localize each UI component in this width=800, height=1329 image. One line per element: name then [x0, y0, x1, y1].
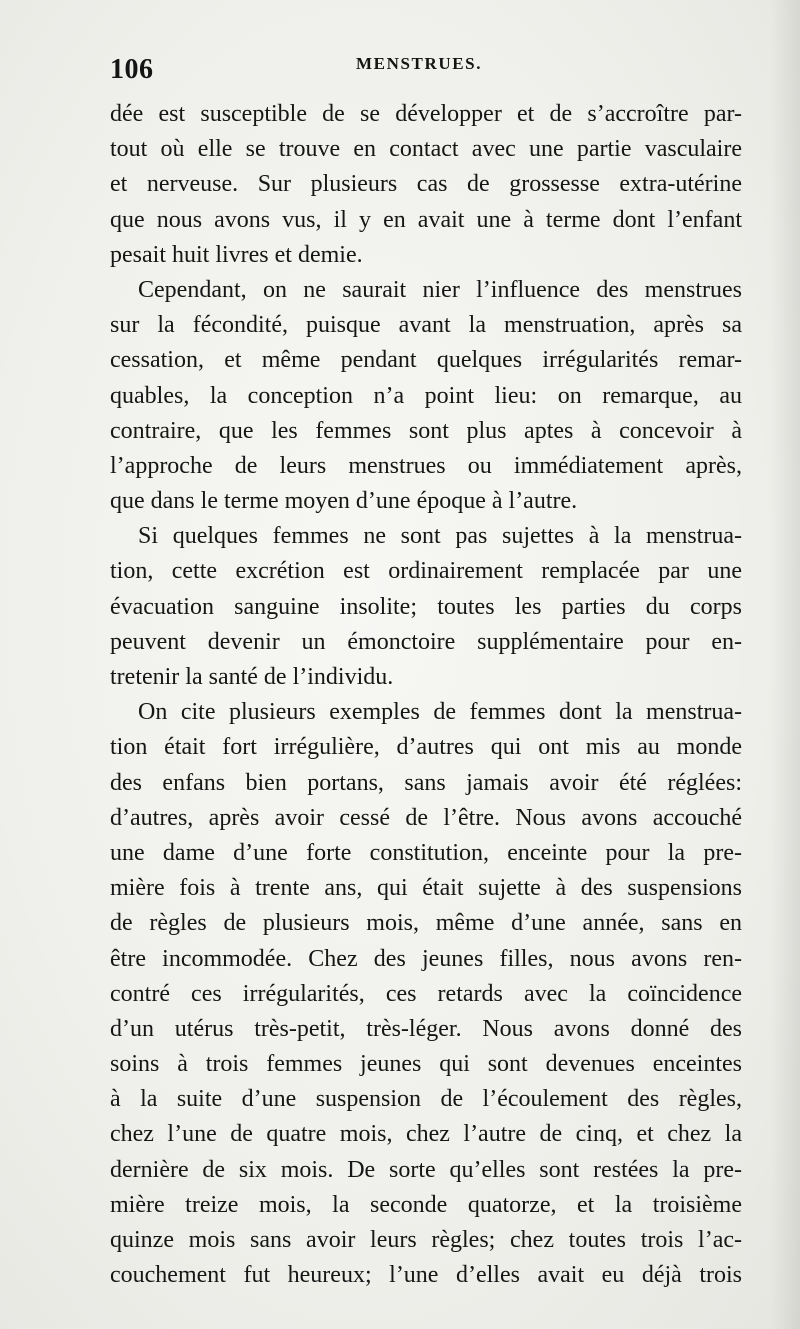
text-line: à la suite d’une suspension de l’écoulement des règles,: [110, 1086, 742, 1113]
text-line: contré ces irrégularités, ces retards avec la coïncidence: [110, 980, 742, 1007]
paragraph-start-line: Cependant, on ne saurait nier l’influence des menstrues: [138, 276, 742, 303]
text-line: des enfans bien portans, sans jamais avoir été réglées:: [110, 769, 742, 796]
text-line: peuvent devenir un émonctoire supplémentaire pour en-: [110, 628, 742, 655]
text-line: couchement fut heureux; l’une d’elles avait eu déjà trois: [110, 1262, 742, 1289]
text-line: de règles de plusieurs mois, même d’une année, sans en: [110, 910, 742, 937]
text-line: d’autres, après avoir cessé de l’être. Nous avons accouché: [110, 804, 742, 831]
text-line: tretenir la santé de l’individu.: [110, 664, 394, 690]
text-line: que nous avons vus, il y en avait une à terme dont l’enfant: [110, 206, 742, 233]
text-line: tion, cette excrétion est ordinairement remplacée par une: [110, 558, 742, 585]
body-text: [110, 97, 742, 1293]
text-line: pesait huit livres et demie.: [110, 241, 363, 268]
paragraph-start-line: On cite plusieurs exemples de femmes dont la menstrua-: [138, 699, 742, 726]
text-line: mière fois à trente ans, qui était sujette à des suspensions: [110, 875, 742, 902]
page-header: [110, 48, 746, 88]
text-line: quinze mois sans avoir leurs règles; chez toutes trois l’ac-: [110, 1227, 742, 1253]
text-line: mière treize mois, la seconde quatorze, et la troisième: [110, 1191, 742, 1218]
text-line: évacuation sanguine insolite; toutes les parties du corps: [110, 593, 742, 620]
text-line: cessation, et même pendant quelques irrégularités remar-: [110, 347, 742, 374]
paragraph-start-line: Si quelques femmes ne sont pas sujettes à la menstrua-: [138, 523, 742, 550]
page-number: 106: [110, 54, 154, 85]
text-line: dernière de six mois. De sorte qu’elles sont restées la pre-: [110, 1156, 742, 1183]
text-line: et nerveuse. Sur plusieurs cas de grossesse extra-utérine: [110, 171, 742, 198]
text-line: sur la fécondité, puisque avant la menstruation, après sa: [110, 312, 742, 339]
text-line: être incommodée. Chez des jeunes filles, nous avons ren-: [110, 945, 742, 972]
text-line: quables, la conception n’a point lieu: on remarque, au: [110, 382, 742, 409]
text-line: soins à trois femmes jeunes qui sont devenues enceintes: [110, 1051, 742, 1078]
running-head: MENSTRUES.: [356, 54, 483, 73]
text-line: une dame d’une forte constitution, enceinte pour la pre-: [110, 839, 742, 866]
text-line: dée est susceptible de se développer et de s’accroître par-: [110, 101, 742, 127]
text-line: tion était fort irrégulière, d’autres qui ont mis au monde: [110, 734, 742, 761]
text-line: contraire, que les femmes sont plus aptes à concevoir à: [110, 417, 742, 444]
text-line: que dans le terme moyen d’une époque à l’autre.: [110, 488, 578, 515]
text-line: chez l’une de quatre mois, chez l’autre de cinq, et chez la: [110, 1121, 742, 1148]
text-line: d’un utérus très-petit, très-léger. Nous avons donné des: [110, 1015, 742, 1042]
text-line: tout où elle se trouve en contact avec une partie vasculaire: [110, 136, 742, 163]
text-line: l’approche de leurs menstrues ou immédiatement après,: [110, 452, 742, 479]
page-edge-shadow: [770, 0, 800, 1329]
